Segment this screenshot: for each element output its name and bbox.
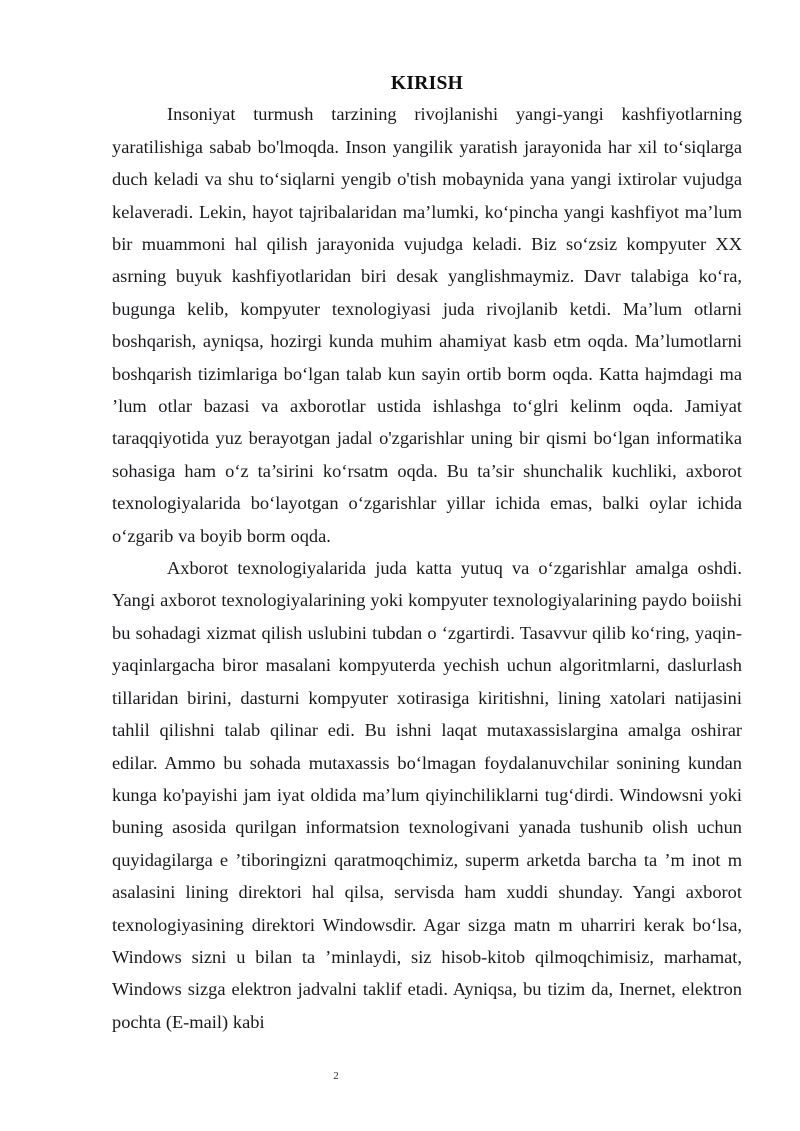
page-number-value: 2: [333, 1070, 339, 1082]
body-paragraph-1: Insoniyat turmush tarzining rivojlanishi yangi-yangi kashfiyotlarning yaratilishiga sabab bo'lmoqda. Inson yangilik yaratish jarayonida har xil to‘siqlarga duch keladi va shu to‘siqlarni yengib o'tish mobaynida yana yangi ixtirolar vujudga kelaveradi. Lekin, hayot tajribalaridan ma’lumki, ko‘pincha yangi kashfiyot ma’lum bir muammoni hal qilish jarayonida vujudga keladi. Biz so‘zsiz kompyuter XX asrning buyuk kashfiyotlaridan biri desak yanglishmaymiz. Davr talabiga ko‘ra, bugunga kelib, kompyuter texnologiyasi juda rivojlanib ketdi. Ma’lum otlarni boshqarish, ayniqsa, hozirgi kunda muhim ahamiyat kasb etm oqda. Ma’lumotlarni boshqarish tizimlariga bo‘lgan talab kun sayin ortib borm oqda. Katta hajmdagi ma ’lum otlar bazasi va axborotlar ustida ishlashga to‘glri kelinm oqda. Jamiyat taraqqiyotida yuz berayotgan jadal o'zgarishlar uning bir qismi bo‘lgan informatika sohasiga ham o‘z ta’sirini ko‘rsatm oqda. Bu ta’sir shunchalik kuchliki, axborot texnologiyalarida bo‘layotgan o‘zgarishlar yillar ichida emas, balki oylar ichida o‘zgarib va boyib borm oqda.: [112, 104, 742, 546]
page-content: [112, 72, 742, 1038]
page-title: KIRISH: [390, 73, 464, 94]
page-number-footer: [0, 1070, 800, 1082]
body-paragraph-2: Axborot texnologiyalarida juda katta yutuq va o‘zgarishlar amalga oshdi. Yangi axborot texnologiyalarining yoki kompyuter texnologiyalarining paydo boiishi bu sohadagi xizmat qilish uslubini tubdan o ‘zgartirdi. Tasavvur qilib ko‘ring, yaqin-yaqinlargacha biror masalani kompyuterda yechish uchun algoritmlarni, daslurlash tillaridan birini, dasturni kompyuter xotirasiga kiritishni, lining xatolari natijasini tahlil qilishni talab qilinar edi. Bu ishni laqat mutaxassislargina amalga oshirar edilar. Ammo bu sohada mutaxassis bo‘lmagan foydalanuvchilar sonining kundan kunga ko'payishi jam iyat oldida ma’lum qiyinchiliklarni tug‘dirdi. Windowsni yoki buning asosida qurilgan informatsion texnologivani yanada tushunib olish uchun quyidagilarga e ’tiboringizni qaratmoqchimiz, superm arketda barcha ta ’m inot m asalasini lining direktori hal qilsa, servisda ham xuddi shunday. Yangi axborot texnologiyasining direktori Windowsdir. Agar sizga matn m uharriri kerak bo‘lsa, Windows sizni u bilan ta ’minlaydi, siz hisob-kitob qilmoqchimisiz, marhamat, Windows sizga elektron jadvalni taklif etadi. Ayniqsa, bu tizim da, Inernet, elektron pochta (E-mail) kabi: [112, 558, 742, 1032]
